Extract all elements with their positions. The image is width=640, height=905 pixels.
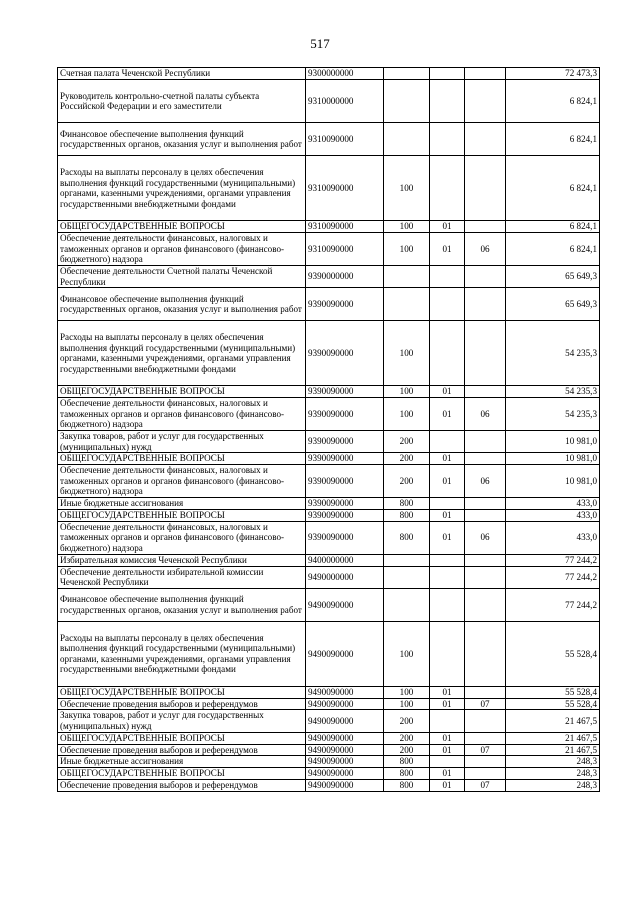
row-subsection-cell bbox=[465, 453, 506, 465]
row-subsection-cell bbox=[465, 588, 506, 621]
row-subsection-cell bbox=[465, 156, 506, 221]
table-row bbox=[58, 621, 600, 686]
table-row bbox=[58, 232, 600, 265]
row-expense-type-cell: 200 bbox=[384, 453, 430, 465]
table-row bbox=[58, 498, 600, 510]
row-section-cell bbox=[430, 430, 465, 452]
row-expense-type-cell bbox=[384, 588, 430, 621]
row-section-cell bbox=[430, 265, 465, 287]
row-subsection-cell: 06 bbox=[465, 397, 506, 430]
budget-table bbox=[57, 67, 600, 792]
row-subsection-cell: 07 bbox=[465, 779, 506, 791]
table-row bbox=[58, 79, 600, 123]
table-row bbox=[58, 386, 600, 398]
row-expense-type-cell: 100 bbox=[384, 321, 430, 386]
row-target-article-cell: 9390090000 bbox=[306, 521, 384, 554]
row-section-cell bbox=[430, 566, 465, 588]
row-amount-cell: 77 244,2 bbox=[506, 588, 600, 621]
row-target-article-cell: 9490000000 bbox=[306, 566, 384, 588]
row-subsection-cell bbox=[465, 386, 506, 398]
row-subsection-cell bbox=[465, 498, 506, 510]
row-expense-type-cell: 800 bbox=[384, 521, 430, 554]
row-amount-cell: 65 649,3 bbox=[506, 288, 600, 321]
row-subsection-cell: 07 bbox=[465, 744, 506, 756]
row-name-cell: Обеспечение проведения выборов и референдумов bbox=[58, 779, 306, 791]
row-name-cell: Закупка товаров, работ и услуг для государственных (муниципальных) нужд bbox=[58, 430, 306, 452]
row-expense-type-cell bbox=[384, 288, 430, 321]
table-row bbox=[58, 756, 600, 768]
table-row bbox=[58, 686, 600, 698]
row-name-cell: ОБЩЕГОСУДАРСТВЕННЫЕ ВОПРОСЫ bbox=[58, 221, 306, 233]
row-target-article-cell: 9390000000 bbox=[306, 265, 384, 287]
row-expense-type-cell: 200 bbox=[384, 430, 430, 452]
row-section-cell bbox=[430, 621, 465, 686]
row-section-cell: 01 bbox=[430, 453, 465, 465]
row-target-article-cell: 9490090000 bbox=[306, 698, 384, 710]
row-amount-cell: 54 235,3 bbox=[506, 386, 600, 398]
row-name-cell: ОБЩЕГОСУДАРСТВЕННЫЕ ВОПРОСЫ bbox=[58, 386, 306, 398]
row-name-cell: Руководитель контрольно-счетной палаты субъекта Российской Федерации и его заместители bbox=[58, 79, 306, 123]
row-amount-cell: 55 528,4 bbox=[506, 621, 600, 686]
row-section-cell bbox=[430, 156, 465, 221]
table-row bbox=[58, 521, 600, 554]
row-expense-type-cell: 100 bbox=[384, 698, 430, 710]
row-amount-cell: 6 824,1 bbox=[506, 123, 600, 156]
row-subsection-cell bbox=[465, 509, 506, 521]
row-target-article-cell: 9390090000 bbox=[306, 321, 384, 386]
row-target-article-cell: 9310090000 bbox=[306, 232, 384, 265]
row-subsection-cell: 06 bbox=[465, 232, 506, 265]
row-amount-cell: 77 244,2 bbox=[506, 566, 600, 588]
table-row bbox=[58, 732, 600, 744]
row-amount-cell: 433,0 bbox=[506, 509, 600, 521]
row-amount-cell: 10 981,0 bbox=[506, 453, 600, 465]
row-target-article-cell: 9390090000 bbox=[306, 430, 384, 452]
row-amount-cell: 77 244,2 bbox=[506, 554, 600, 566]
row-section-cell: 01 bbox=[430, 732, 465, 744]
row-amount-cell: 54 235,3 bbox=[506, 321, 600, 386]
row-section-cell: 01 bbox=[430, 768, 465, 780]
row-section-cell: 01 bbox=[430, 465, 465, 498]
row-amount-cell: 6 824,1 bbox=[506, 79, 600, 123]
row-expense-type-cell: 200 bbox=[384, 710, 430, 732]
table-row bbox=[58, 397, 600, 430]
row-amount-cell: 6 824,1 bbox=[506, 221, 600, 233]
row-name-cell: Обеспечение проведения выборов и референдумов bbox=[58, 744, 306, 756]
row-subsection-cell bbox=[465, 756, 506, 768]
row-amount-cell: 72 473,3 bbox=[506, 68, 600, 80]
row-subsection-cell: 06 bbox=[465, 521, 506, 554]
row-target-article-cell: 9490090000 bbox=[306, 768, 384, 780]
row-subsection-cell bbox=[465, 265, 506, 287]
table-row bbox=[58, 156, 600, 221]
row-subsection-cell bbox=[465, 768, 506, 780]
row-target-article-cell: 9490090000 bbox=[306, 744, 384, 756]
row-name-cell: Расходы на выплаты персоналу в целях обеспечения выполнения функций государственными (муниципальными) органами, казенными учреждениями, органами управления государственными внебюджетными фондами bbox=[58, 156, 306, 221]
row-section-cell: 01 bbox=[430, 744, 465, 756]
row-subsection-cell: 06 bbox=[465, 465, 506, 498]
row-section-cell: 01 bbox=[430, 232, 465, 265]
row-name-cell: Финансовое обеспечение выполнения функций государственных органов, оказания услуг и выполнения работ bbox=[58, 288, 306, 321]
row-target-article-cell: 9490090000 bbox=[306, 621, 384, 686]
row-section-cell: 01 bbox=[430, 521, 465, 554]
row-subsection-cell bbox=[465, 554, 506, 566]
row-section-cell bbox=[430, 498, 465, 510]
row-amount-cell: 10 981,0 bbox=[506, 465, 600, 498]
row-target-article-cell: 9390090000 bbox=[306, 509, 384, 521]
table-row bbox=[58, 554, 600, 566]
row-section-cell bbox=[430, 710, 465, 732]
table-row bbox=[58, 265, 600, 287]
row-name-cell: Счетная палата Чеченской Республики bbox=[58, 68, 306, 80]
table-row bbox=[58, 509, 600, 521]
row-subsection-cell bbox=[465, 79, 506, 123]
row-section-cell bbox=[430, 554, 465, 566]
row-amount-cell: 55 528,4 bbox=[506, 686, 600, 698]
row-target-article-cell: 9490090000 bbox=[306, 710, 384, 732]
row-subsection-cell bbox=[465, 621, 506, 686]
row-subsection-cell bbox=[465, 321, 506, 386]
row-expense-type-cell: 100 bbox=[384, 221, 430, 233]
row-target-article-cell: 9300000000 bbox=[306, 68, 384, 80]
row-name-cell: ОБЩЕГОСУДАРСТВЕННЫЕ ВОПРОСЫ bbox=[58, 768, 306, 780]
row-expense-type-cell: 800 bbox=[384, 509, 430, 521]
row-name-cell: Расходы на выплаты персоналу в целях обеспечения выполнения функций государственными (муниципальными) органами, казенными учреждениями, органами управления государственными внебюджетными фондами bbox=[58, 621, 306, 686]
row-name-cell: Обеспечение деятельности финансовых, налоговых и таможенных органов и органов финансового (финансово-бюджетного) надзора bbox=[58, 521, 306, 554]
row-expense-type-cell: 800 bbox=[384, 756, 430, 768]
table-row bbox=[58, 566, 600, 588]
row-amount-cell: 21 467,5 bbox=[506, 744, 600, 756]
table-row bbox=[58, 698, 600, 710]
row-section-cell: 01 bbox=[430, 686, 465, 698]
row-name-cell: Обеспечение деятельности финансовых, налоговых и таможенных органов и органов финансового (финансово-бюджетного) надзора bbox=[58, 232, 306, 265]
table-row bbox=[58, 710, 600, 732]
row-amount-cell: 54 235,3 bbox=[506, 397, 600, 430]
row-expense-type-cell bbox=[384, 566, 430, 588]
row-expense-type-cell: 100 bbox=[384, 232, 430, 265]
row-target-article-cell: 9400000000 bbox=[306, 554, 384, 566]
row-target-article-cell: 9490090000 bbox=[306, 732, 384, 744]
row-amount-cell: 21 467,5 bbox=[506, 732, 600, 744]
row-section-cell: 01 bbox=[430, 386, 465, 398]
table-row bbox=[58, 123, 600, 156]
row-amount-cell: 10 981,0 bbox=[506, 430, 600, 452]
row-target-article-cell: 9390090000 bbox=[306, 288, 384, 321]
row-section-cell: 01 bbox=[430, 698, 465, 710]
row-section-cell bbox=[430, 321, 465, 386]
budget-table-body bbox=[58, 68, 600, 792]
row-subsection-cell bbox=[465, 68, 506, 80]
table-row bbox=[58, 288, 600, 321]
row-target-article-cell: 9310090000 bbox=[306, 156, 384, 221]
row-name-cell: ОБЩЕГОСУДАРСТВЕННЫЕ ВОПРОСЫ bbox=[58, 732, 306, 744]
row-target-article-cell: 9310090000 bbox=[306, 221, 384, 233]
row-subsection-cell bbox=[465, 221, 506, 233]
row-section-cell: 01 bbox=[430, 221, 465, 233]
row-expense-type-cell: 100 bbox=[384, 621, 430, 686]
row-name-cell: ОБЩЕГОСУДАРСТВЕННЫЕ ВОПРОСЫ bbox=[58, 453, 306, 465]
row-amount-cell: 248,3 bbox=[506, 779, 600, 791]
row-subsection-cell bbox=[465, 430, 506, 452]
row-target-article-cell: 9490090000 bbox=[306, 779, 384, 791]
row-expense-type-cell bbox=[384, 554, 430, 566]
table-row bbox=[58, 221, 600, 233]
row-section-cell bbox=[430, 756, 465, 768]
row-expense-type-cell: 200 bbox=[384, 465, 430, 498]
table-row bbox=[58, 465, 600, 498]
row-target-article-cell: 9490090000 bbox=[306, 588, 384, 621]
row-target-article-cell: 9390090000 bbox=[306, 498, 384, 510]
row-subsection-cell bbox=[465, 123, 506, 156]
row-name-cell: ОБЩЕГОСУДАРСТВЕННЫЕ ВОПРОСЫ bbox=[58, 509, 306, 521]
row-name-cell: Обеспечение деятельности финансовых, налоговых и таможенных органов и органов финансового (финансово-бюджетного) надзора bbox=[58, 465, 306, 498]
table-row bbox=[58, 430, 600, 452]
row-amount-cell: 6 824,1 bbox=[506, 232, 600, 265]
row-target-article-cell: 9390090000 bbox=[306, 397, 384, 430]
row-target-article-cell: 9490090000 bbox=[306, 756, 384, 768]
table-row bbox=[58, 321, 600, 386]
row-section-cell: 01 bbox=[430, 397, 465, 430]
row-amount-cell: 21 467,5 bbox=[506, 710, 600, 732]
row-expense-type-cell: 800 bbox=[384, 768, 430, 780]
row-name-cell: Закупка товаров, работ и услуг для государственных (муниципальных) нужд bbox=[58, 710, 306, 732]
row-name-cell: Обеспечение деятельности Счетной палаты Чеченской Республики bbox=[58, 265, 306, 287]
row-amount-cell: 65 649,3 bbox=[506, 265, 600, 287]
row-expense-type-cell bbox=[384, 123, 430, 156]
row-name-cell: Расходы на выплаты персоналу в целях обеспечения выполнения функций государственными (муниципальными) органами, казенными учреждениями, органами управления государственными внебюджетными фондами bbox=[58, 321, 306, 386]
row-expense-type-cell: 800 bbox=[384, 498, 430, 510]
row-amount-cell: 6 824,1 bbox=[506, 156, 600, 221]
row-section-cell: 01 bbox=[430, 779, 465, 791]
row-target-article-cell: 9490090000 bbox=[306, 686, 384, 698]
row-target-article-cell: 9390090000 bbox=[306, 465, 384, 498]
table-row bbox=[58, 744, 600, 756]
row-name-cell: Иные бюджетные ассигнования bbox=[58, 756, 306, 768]
row-subsection-cell bbox=[465, 710, 506, 732]
table-row bbox=[58, 768, 600, 780]
row-amount-cell: 433,0 bbox=[506, 498, 600, 510]
row-amount-cell: 55 528,4 bbox=[506, 698, 600, 710]
row-name-cell: Финансовое обеспечение выполнения функций государственных органов, оказания услуг и выполнения работ bbox=[58, 123, 306, 156]
row-expense-type-cell: 100 bbox=[384, 386, 430, 398]
row-section-cell bbox=[430, 79, 465, 123]
row-expense-type-cell bbox=[384, 265, 430, 287]
row-amount-cell: 248,3 bbox=[506, 756, 600, 768]
row-section-cell bbox=[430, 68, 465, 80]
row-expense-type-cell: 800 bbox=[384, 779, 430, 791]
row-expense-type-cell: 200 bbox=[384, 732, 430, 744]
row-expense-type-cell: 200 bbox=[384, 744, 430, 756]
row-subsection-cell bbox=[465, 288, 506, 321]
row-name-cell: Иные бюджетные ассигнования bbox=[58, 498, 306, 510]
row-expense-type-cell: 100 bbox=[384, 686, 430, 698]
row-name-cell: ОБЩЕГОСУДАРСТВЕННЫЕ ВОПРОСЫ bbox=[58, 686, 306, 698]
row-subsection-cell: 07 bbox=[465, 698, 506, 710]
row-expense-type-cell: 100 bbox=[384, 156, 430, 221]
row-target-article-cell: 9310000000 bbox=[306, 79, 384, 123]
row-section-cell: 01 bbox=[430, 509, 465, 521]
row-subsection-cell bbox=[465, 566, 506, 588]
row-expense-type-cell bbox=[384, 79, 430, 123]
row-target-article-cell: 9390090000 bbox=[306, 386, 384, 398]
row-amount-cell: 248,3 bbox=[506, 768, 600, 780]
row-name-cell: Обеспечение проведения выборов и референдумов bbox=[58, 698, 306, 710]
row-name-cell: Финансовое обеспечение выполнения функций государственных органов, оказания услуг и выполнения работ bbox=[58, 588, 306, 621]
row-section-cell bbox=[430, 288, 465, 321]
row-expense-type-cell bbox=[384, 68, 430, 80]
row-subsection-cell bbox=[465, 686, 506, 698]
table-row bbox=[58, 779, 600, 791]
row-section-cell bbox=[430, 588, 465, 621]
page-number: 517 bbox=[310, 36, 330, 51]
row-section-cell bbox=[430, 123, 465, 156]
row-target-article-cell: 9390090000 bbox=[306, 453, 384, 465]
row-name-cell: Обеспечение деятельности финансовых, налоговых и таможенных органов и органов финансового (финансово-бюджетного) надзора bbox=[58, 397, 306, 430]
row-name-cell: Избирательная комиссия Чеченской Республики bbox=[58, 554, 306, 566]
table-row bbox=[58, 453, 600, 465]
table-row bbox=[58, 68, 600, 80]
row-amount-cell: 433,0 bbox=[506, 521, 600, 554]
row-target-article-cell: 9310090000 bbox=[306, 123, 384, 156]
row-subsection-cell bbox=[465, 732, 506, 744]
row-expense-type-cell: 100 bbox=[384, 397, 430, 430]
row-name-cell: Обеспечение деятельности избирательной комиссии Чеченской Республики bbox=[58, 566, 306, 588]
table-row bbox=[58, 588, 600, 621]
